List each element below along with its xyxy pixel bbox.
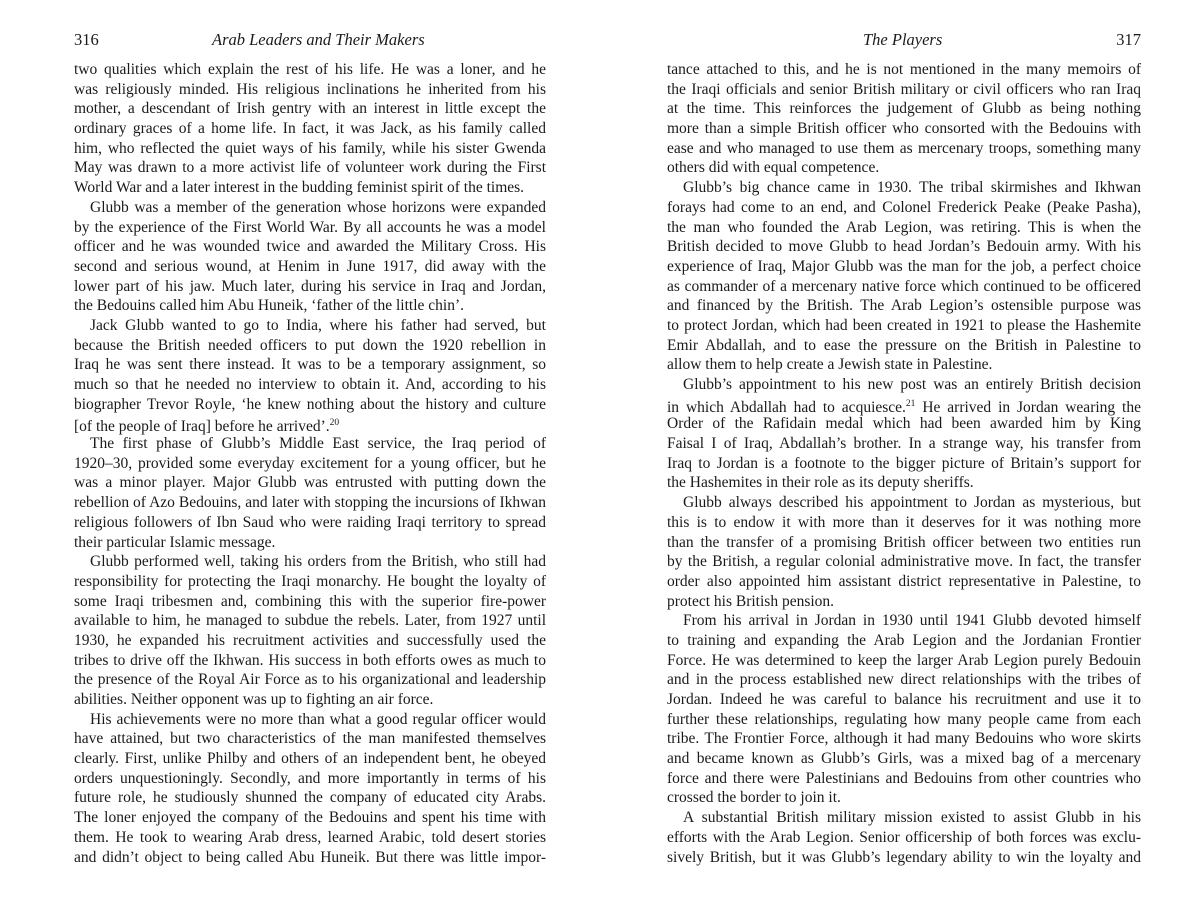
- text-line: [74, 178, 546, 198]
- text-line: [667, 749, 1141, 769]
- text-line: [667, 533, 1141, 553]
- text-line: [667, 139, 1141, 159]
- line-text: to training and expanding the Arab Legion and the Jordanian Frontier: [667, 631, 1141, 649]
- text-line: [74, 336, 546, 356]
- line-text: force and there were Palestinians and Bedouins from other countries who: [667, 769, 1141, 787]
- line-text: efforts with the Arab Legion. Senior officership of both forces was exclu-: [667, 828, 1141, 846]
- text-line: [74, 533, 546, 553]
- text-line: [74, 749, 546, 769]
- line-text: Glubb always described his appointment to Jordan as mysterious, but: [683, 494, 1141, 512]
- line-text: their particular Islamic message.: [74, 533, 276, 551]
- line-text: World War and a later interest in the budding feminist spirit of the times.: [74, 179, 525, 197]
- text-line: [667, 80, 1141, 100]
- line-text: Glubb was a member of the generation whose horizons were expanded: [90, 198, 546, 216]
- text-line: [74, 414, 546, 434]
- text-line: [667, 237, 1141, 257]
- line-text: abilities. Neither opponent was up to fighting an air force.: [74, 691, 434, 708]
- text-line: [667, 178, 1141, 198]
- line-text: Order of the Rafidain medal which had been awarded him by King: [667, 415, 1141, 433]
- text-line: [667, 729, 1141, 749]
- footnote-ref: 20: [329, 418, 340, 429]
- line-text: much so that he needed no interview to obtain it. And, according to his: [74, 376, 546, 393]
- line-text: was religiously minded. His religious inclinations he inherited from his: [74, 80, 546, 98]
- line-text: Glubb performed well, taking his orders from the British, who still had: [90, 553, 546, 571]
- line-text: crossed the border to join it.: [667, 789, 841, 807]
- line-text: Glubb’s big chance came in 1930. The tribal skirmishes and Ikhwan: [683, 179, 1141, 197]
- text-line: [667, 631, 1141, 651]
- text-line: [667, 611, 1141, 631]
- line-text: to protect Jordan, which had been created in 1921 to please the Hashemite: [667, 316, 1141, 334]
- line-text: The loner enjoyed the company of the Bedouins and spent his time with: [74, 809, 546, 827]
- text-line: [667, 218, 1141, 238]
- text-line: [74, 710, 546, 730]
- text-line: [667, 808, 1141, 828]
- text-line: [667, 316, 1141, 336]
- line-text: and didn’t object to being called Abu Huneik. But there was little impor-: [74, 848, 546, 866]
- text-line: [74, 848, 546, 868]
- line-text: as commander of a mercenary native force which continued to be officered: [667, 277, 1141, 295]
- line-text: 1920–30, provided some everyday excitement for a young officer, but he: [74, 454, 546, 472]
- line-text-tail: He arrived in Jordan wearing the: [915, 398, 1141, 416]
- text-line: [667, 690, 1141, 710]
- line-text: His achievements were no more than what a good regular officer would: [90, 710, 546, 728]
- line-text: allow them to help create a Jewish state in Palestine.: [667, 356, 993, 374]
- line-text: 1930, he expanded his recruitment activities and successfully used the: [74, 631, 546, 649]
- line-text: rebellion of Azo Bedouins, and later with stopping the incursions of Ikhwan: [74, 494, 546, 512]
- line-text: by the British, a regular colonial administrative move. In fact, the transfer: [667, 553, 1141, 571]
- line-text: and financed by the British. The Arab Legion’s ostensible purpose was: [667, 297, 1141, 315]
- line-text: Faisal I of Iraq, Abdallah’s brother. In a strange way, his transfer from: [667, 435, 1141, 453]
- line-text: ordinary graces of a home life. In fact, it was Jack, as his family called: [74, 120, 546, 138]
- line-text: clearly. First, unlike Philby and others of an independent bent, he obeyed: [74, 750, 546, 768]
- text-line: [667, 454, 1141, 474]
- line-text: experience of Iraq, Major Glubb was the man for the job, a perfect choice: [667, 257, 1141, 275]
- line-text: and in the process established new direct relationships with the tribes of: [667, 671, 1141, 689]
- line-text: the presence of the Royal Air Force as to his organizational and leadership: [74, 671, 546, 689]
- text-line: [74, 552, 546, 572]
- line-text: sively British, but it was Glubb’s legendary ability to win the loyalty and: [667, 848, 1141, 866]
- text-line: [667, 513, 1141, 533]
- line-text: future role, he studiously shunned the company of educated city Arabs.: [74, 789, 546, 807]
- text-line: [74, 572, 546, 592]
- line-text: mother, a descendant of Irish gentry with an interest in little except the: [74, 100, 546, 118]
- text-line: [667, 198, 1141, 218]
- text-line: [74, 218, 546, 238]
- line-text: by the experience of the First World War. By all accounts he was a model: [74, 218, 546, 236]
- text-line: [74, 828, 546, 848]
- text-line: [74, 769, 546, 789]
- text-line: [667, 788, 1141, 808]
- text-line: [74, 277, 546, 297]
- text-line: [667, 473, 1141, 493]
- text-line: [667, 158, 1141, 178]
- text-line: [667, 336, 1141, 356]
- text-line: [74, 670, 546, 690]
- line-text: orders unquestioningly. Secondly, and more importantly in terms of his: [74, 769, 546, 787]
- line-text: Jack Glubb wanted to go to India, where his father had served, but: [90, 316, 546, 334]
- text-line: [667, 592, 1141, 612]
- line-text: because the British needed officers to put down the 1920 rebellion in: [74, 336, 546, 354]
- line-text: in which Abdallah had to acquiesce.: [667, 398, 906, 416]
- text-line: [667, 434, 1141, 454]
- text-line: [74, 493, 546, 513]
- line-text: [of the people of Iraq] before he arrived’.: [74, 418, 330, 436]
- line-text: second and serious wound, at Henim in June 1917, did away with the: [74, 257, 546, 275]
- line-text: was a minor player. Major Glubb was entrusted with putting down the: [74, 474, 546, 492]
- line-text: British decided to move Glubb to head Jordan’s Bedouin army. With his: [667, 238, 1141, 256]
- line-text: tance attached to this, and he is not mentioned in the many memoirs of: [667, 61, 1141, 78]
- text-line: [667, 651, 1141, 671]
- line-text: have attained, but two characteristics of the man manifested themselves: [74, 730, 546, 748]
- text-line: [74, 139, 546, 159]
- text-line: [74, 690, 546, 710]
- line-text: protect his British pension.: [667, 592, 835, 610]
- line-text: Iraq he was sent there instead. It was to be a temporary assignment, so: [74, 356, 546, 374]
- line-text: forays had come to an end, and Colonel Frederick Peake (Peake Pasha),: [667, 198, 1141, 216]
- line-text: biographer Trevor Royle, ‘he knew nothing about the history and culture: [74, 395, 546, 413]
- footnote-ref: 21: [905, 398, 916, 409]
- text-line: [667, 710, 1141, 730]
- line-text: the Hashemites in their role as its deputy sheriffs.: [667, 474, 974, 492]
- text-line: [74, 316, 546, 336]
- line-text: than the transfer of a promising British officer between two entities run: [667, 533, 1141, 551]
- text-line: [74, 611, 546, 631]
- text-line: [74, 99, 546, 119]
- text-line: [667, 296, 1141, 316]
- line-text: and became known as Glubb’s Girls, was a mixed bag of a mercenary: [667, 750, 1141, 768]
- line-text: Emir Abdallah, and to ease the pressure on the British in Palestine to: [667, 336, 1141, 354]
- line-text: Iraq to Jordan is a footnote to the bigger picture of Britain’s support for: [667, 454, 1141, 472]
- text-line: [667, 277, 1141, 297]
- text-line: [74, 434, 546, 454]
- text-line: [74, 454, 546, 474]
- text-line: [74, 60, 546, 80]
- right-running-head: [667, 30, 1141, 54]
- text-line: [667, 60, 1141, 80]
- text-line: [667, 414, 1141, 434]
- line-text: some Iraqi tribesmen and, combining this with the superior fire-power: [74, 592, 546, 610]
- text-line: [74, 473, 546, 493]
- line-text: order also appointed him assistant district representative in Palestine, to: [667, 572, 1141, 590]
- page-number: 317: [1116, 30, 1141, 49]
- line-text: officer and he was wounded twice and awarded the Military Cross. His: [74, 238, 546, 256]
- text-line: [667, 119, 1141, 139]
- text-line: [74, 296, 546, 316]
- text-line: [74, 631, 546, 651]
- line-text: this is to endow it with more than it deserves for it was nothing more: [667, 513, 1141, 531]
- text-line: [667, 670, 1141, 690]
- line-text: Jordan. Indeed he was careful to balance his recruitment and use it to: [667, 691, 1141, 708]
- line-text: him, who reflected the quiet ways of his family, while his sister Gwenda: [74, 139, 546, 157]
- line-text: ease and who managed to use them as mercenary troops, something many: [667, 139, 1141, 157]
- line-text: lower part of his jaw. Much later, during his service in Iraq and Jordan,: [74, 277, 546, 295]
- line-text: further these relationships, regulating how many people came from each: [667, 710, 1141, 728]
- text-line: [667, 848, 1141, 868]
- text-line: [667, 493, 1141, 513]
- line-text: at the time. This reinforces the judgement of Glubb as being nothing: [667, 100, 1141, 118]
- line-text: two qualities which explain the rest of his life. He was a loner, and he: [74, 61, 546, 78]
- text-line: [74, 257, 546, 277]
- running-head-title: Arab Leaders and Their Makers: [212, 30, 425, 49]
- page-number: 316: [74, 30, 99, 49]
- line-text: the Iraqi officials and senior British military or civil officers who ran Iraq: [667, 80, 1141, 98]
- text-line: [74, 198, 546, 218]
- text-line: [667, 99, 1141, 119]
- left-page-body: [74, 60, 546, 867]
- line-text: tribes to drive off the Ikhwan. His success in both efforts owes as much to: [74, 651, 546, 669]
- text-line: [74, 395, 546, 415]
- text-line: [74, 651, 546, 671]
- text-line: [74, 80, 546, 100]
- left-running-head: [74, 30, 546, 54]
- line-text: available to him, he managed to subdue the rebels. Later, from 1927 until: [74, 612, 546, 630]
- line-text: From his arrival in Jordan in 1930 until 1941 Glubb devoted himself: [683, 612, 1141, 630]
- line-text: others did with equal competence.: [667, 159, 880, 177]
- text-line: [74, 592, 546, 612]
- text-line: [667, 828, 1141, 848]
- text-line: [74, 158, 546, 178]
- line-text: The first phase of Glubb’s Middle East service, the Iraq period of: [90, 435, 546, 453]
- line-text: more than a simple British officer who consorted with the Bedouins with: [667, 120, 1141, 138]
- text-line: [74, 355, 546, 375]
- text-line: [667, 572, 1141, 592]
- line-text: tribe. The Frontier Force, although it had many Bedouins who wore skirts: [667, 730, 1141, 748]
- line-text: May was drawn to a more activist life of volunteer work during the First: [74, 159, 546, 177]
- text-line: [74, 513, 546, 533]
- text-line: [74, 788, 546, 808]
- line-text: the Bedouins called him Abu Huneik, ‘father of the little chin’.: [74, 297, 464, 315]
- running-head-title: The Players: [863, 30, 943, 49]
- text-line: [667, 395, 1141, 415]
- line-text: Force. He was determined to keep the larger Arab Legion purely Bedouin: [667, 651, 1141, 669]
- text-line: [74, 375, 546, 395]
- line-text: the man who founded the Arab Legion, was retiring. This is when the: [667, 218, 1141, 236]
- text-line: [667, 769, 1141, 789]
- line-text: religious followers of Ibn Saud who were raiding Iraqi territory to spread: [74, 513, 546, 531]
- line-text: them. He took to wearing Arab dress, learned Arabic, told desert stories: [74, 828, 546, 846]
- line-text: A substantial British military mission existed to assist Glubb in his: [683, 809, 1141, 827]
- text-line: [667, 355, 1141, 375]
- text-line: [667, 552, 1141, 572]
- text-line: [74, 119, 546, 139]
- text-line: [74, 808, 546, 828]
- line-text: Glubb’s appointment to his new post was an entirely British decision: [683, 376, 1141, 393]
- text-line: [74, 237, 546, 257]
- line-text: responsibility for protecting the Iraqi monarchy. He bought the loyalty of: [74, 572, 546, 590]
- text-line: [667, 375, 1141, 395]
- right-page-body: [667, 60, 1141, 867]
- text-line: [74, 729, 546, 749]
- text-line: [667, 257, 1141, 277]
